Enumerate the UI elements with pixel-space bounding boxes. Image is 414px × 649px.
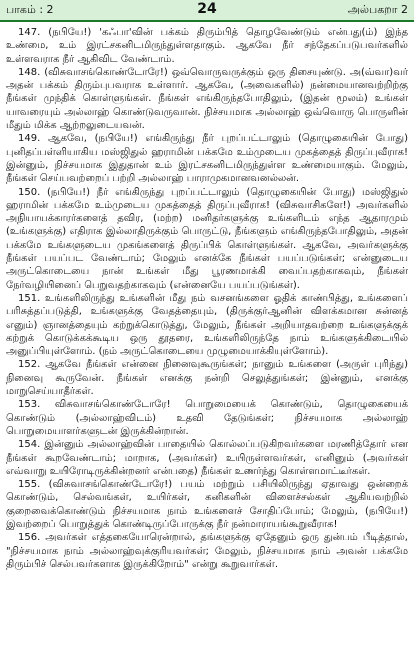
translation-text [6,26,408,644]
verse-149: 149. ஆகவே, (நபியே!) எங்கிருந்து நீர் புறப்பட்டாலும் (தொழுகையின் போது) புனிதப்பள்ளியாகிய மஸ்ஜிதுல் ஹராமின் பக்கமே உம்முடைய முகத்தைத் திருப்புவீராக! இன்னும், நிச்சயமாக இதுதான் உம் இரட்சகனிடமிருந்துள்ள உண்மையாகும். மேலும், நீங்கள் செய்பவற்றைப் பற்றி அல்லாஹ் பாராமுகமானவனல்லன். [6,133,408,185]
verse-154: 154. இன்னும் அல்லாஹ்வின் பாதையில் கொல்லப்படுகிறவர்களை மரணித்தோர் என நீங்கள் கூறவேண்டாம்; மாறாக, (அவர்கள்) உயிருள்ளவர்கள், எனினும் (அவர்கள் எவ்வாறு உயிரோடிருக்கின்றனர் என்பதை) நீங்கள் உணர்ந்து கொள்ளமாட்டீர்கள். [6,439,408,477]
page-header [0,0,414,22]
verse-150: 150. (நபியே!) நீர் எங்கிருந்து புறப்பட்டாலும் (தொழுகையின் போது) மஸ்ஜிதுல் ஹராமின் பக்கமே உம்முடைய முகத்தைத் திருப்புவீராக! (விசுவாசிகளே!) அவர்களில் அநியாயக்காரர்களைத் தவிர, (மற்ற) மனிதர்களுக்கு உங்களிடம் எந்த ஆதாரமும் (உங்களுக்கு) எதிராக இல்லாதிருக்கும் பொருட்டு, நீங்களும் எங்கிருந்தபோதிலும், அதன் பக்கமே உங்களுடைய முகங்களைத் திருப்பிக் கொள்ளுங்கள். ஆகவே, அவர்களுக்கு நீங்கள் பயப்பட வேண்டாம்; மேலும் எனக்கே நீங்கள் பயப்படுங்கள்; என்னுடைய அருட்கொடையை நான் உங்கள் மீது பூரணமாக்கி வைப்பதற்காகவும், நீங்கள் நேர்வழியினைப் பெறுவதற்காகவும் (என்னையே பயப்படுங்கள்). [6,186,408,291]
verse-153: 153. விசுவாசங்கொண்டோரே! பொறுமையைக் கொண்டும், தொழுகையைக் கொண்டும் (அல்லாஹ்விடம்) உதவி தேடுங்கள்; நிச்சயமாக அல்லாஹ் பொறுமையாளர்களுடன் இருக்கின்றான். [6,399,408,437]
verse-155: 155. (விசுவாசங்கொண்டோரே!) பயம் மற்றும் பசியிலிருந்து ஏதாவது ஒன்றைக் கொண்டும், செல்வங்கள், உயிர்கள், கனிகளின் விளைச்சல்கள் ஆகியவற்றில் குறைவைக்கொண்டும் நிச்சயமாக நாம் உங்களைச் சோதிப்போம்; மேலும், (நபியே!) இவற்றைப் பொறுத்துக் கொண்டிருப்போருக்கு நீர் நன்மாராயங்கூறுவீராக! [6,479,408,530]
verse-148: 148. (விசுவாசங்கொண்டோரே!) ஒவ்வொருவருக்கும் ஒரு திசையுண்டு. அ(வ்வா)வர் அதன் பக்கம் திரும்புபவராக உள்ளார். ஆகவே, (அவைகளில்) நன்மையானவற்றிற்கு நீங்கள் முந்திக் கொள்ளுங்கள். நீங்கள் எங்கிருந்தபோதிலும், (இதன் மூலம்) உங்கள் யாவரையும் அல்லாஹ் கொண்டுவருவான். நிச்சயமாக அல்லாஹ் ஒவ்வொரு பொருளின் மீதும் மிக்க ஆற்றலுடையவன். [6,66,408,132]
verse-156: 156. அவர்கள் எத்தகையோரென்றால், தங்களுக்கு ஏதேனும் ஒரு துன்பம் பீடித்தால், "நிச்சயமாக நாம் அல்லாஹ்வுக்குரியவர்கள்; மேலும், நிச்சயமாக நாம் அவன் பக்கமே திரும்பிச் செல்பவர்களாக இருக்கிறோம்" என்று கூறுவார்கள். [6,532,408,570]
page-number: 24 [197,1,217,17]
verse-152: 152. ஆகவே நீங்கள் என்னை நினைவுகூருங்கள்; நானும் உங்களை (அருள் புரிந்து) நினைவு கூருவேன். நீங்கள் எனக்கு நன்றி செலுத்துங்கள்; இன்னும், எனக்கு மாறுசெய்யாதீர்கள். [6,359,408,398]
verse-147: 147. (நபியே!) 'கஃபா'வின் பக்கம் திரும்பித் தொழவேண்டும் என்பது(ம்) இந்த உண்மை, உம் இரட்சகனிடமிருந்துள்ளதாகும். ஆகவே நீர் சந்தேகப்படுபவர்களில் உள்ளவராக நீர் ஆகிவிட வேண்டாம். [6,27,408,65]
surah-label: அல்பகறா 2 [347,3,408,16]
verse-151: 151. உங்களிலிருந்து உங்களின் மீது நம் வசனங்களை ஓதிக் காண்பித்து, உங்களைப் பரிசுத்தப்படுத்தி, உங்களுக்கு வேதத்தையும், (திருக்குர்ஆனின் விளக்கமான சுன்னத் எனும்) ஞானத்தையும் கற்றுக்கொடுத்து, மேலும், நீங்கள் அறியாதவற்றை உங்களுக்குக் கற்றுக் கொடுக்கக்கூடிய ஒரு தூதரை, உங்களிலிருந்தே நாம் உங்களுக்கிடையில் அனுப்பியுள்ளோம். (நம் அருட்கொடையை முழுமையாக்கியுள்ளோம்). [6,292,408,358]
part-label: பாகம் : 2 [6,3,54,16]
